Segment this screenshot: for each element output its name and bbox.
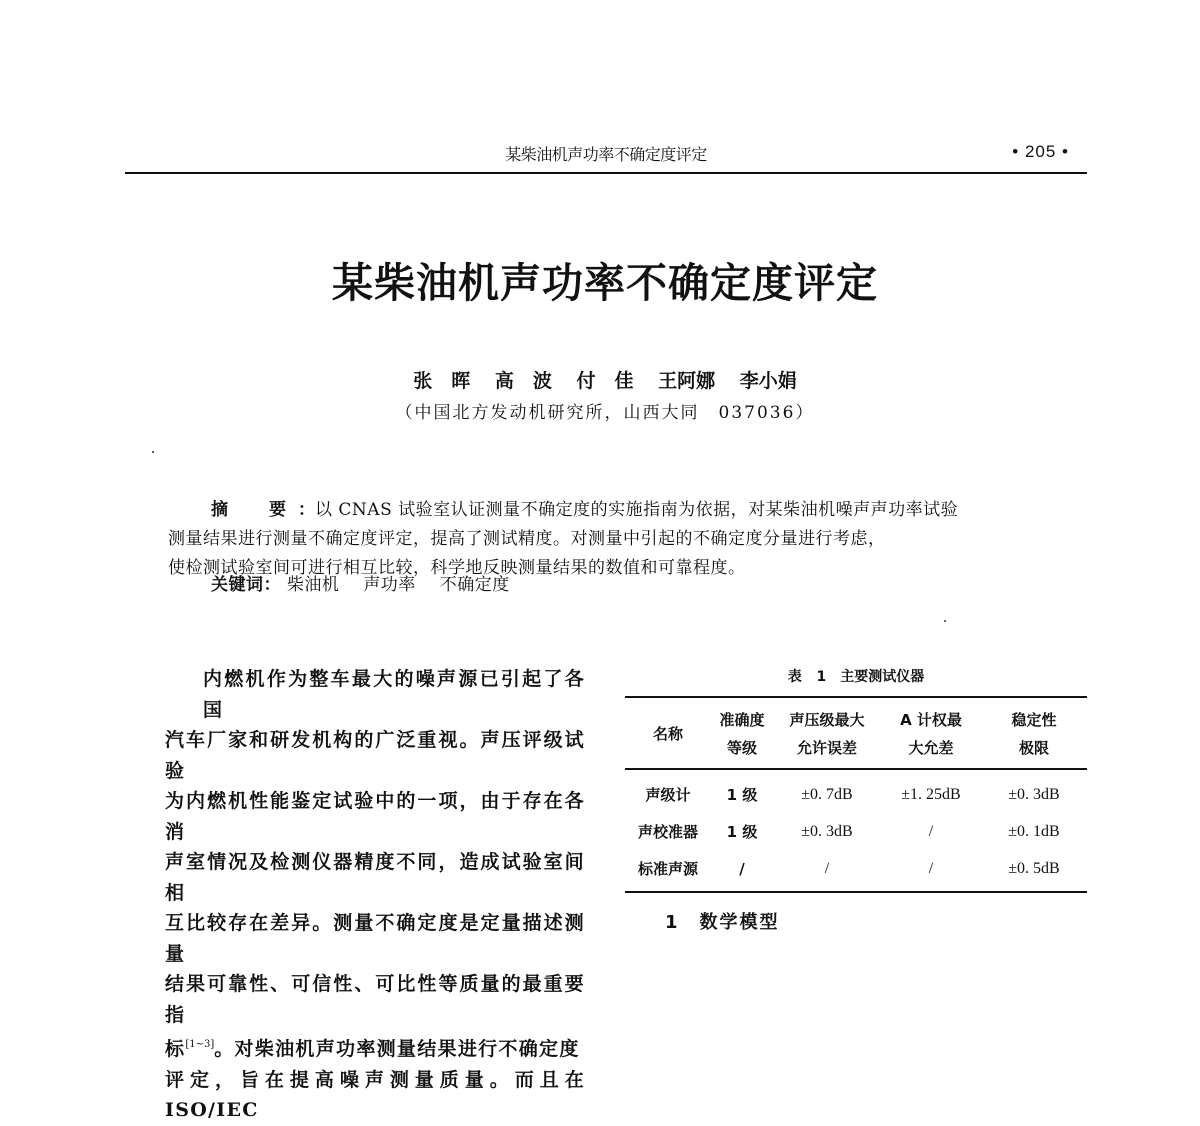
author-list [0,366,1200,393]
table-cell: 标准声源 [637,860,698,878]
table-cell: ±0. 7dB [801,785,853,803]
table-cell: 1 级 [726,823,758,841]
table-cell: 1 级 [726,786,758,804]
header-line: 声压级最大 [789,711,865,729]
table-row [625,813,1087,850]
body-line: 声室情况及检测仪器精度不同，造成试验室间相 [165,851,585,904]
header-line: 稳定性 [1011,711,1057,729]
table-cell: / [928,822,934,840]
section-heading: 1 数学模型 [665,912,780,933]
body-text: 。对柴油机声功率测量结果进行不确定度 [214,1038,580,1060]
body-line: 为内燃机性能鉴定试验中的一项，由于存在各消 [165,790,585,843]
table-cell: ±0. 3dB [801,822,853,840]
abstract-text: 以 CNAS 试验室认证测量不确定度的实施指南为依据，对某柴油机噪声声功率试验 [315,500,959,520]
table-header-cell [711,697,773,769]
page-number: • 205 • [1012,142,1069,161]
body-text: 标 [165,1038,186,1060]
table-header-cell [773,697,881,769]
table-cell: ±0. 3dB [1008,785,1060,803]
table-cell: 声校准器 [637,823,698,841]
affiliation: （中国北方发动机研究所，山西大同 037036） [395,403,815,423]
keyword: 声功率 [363,575,416,595]
keywords-colon: ： [263,575,281,595]
header-line: 允许误差 [796,739,857,757]
body-line: 结果可靠性、可信性、可比性等质量的最重要指 [165,973,585,1026]
body-line: 内燃机作为整车最大的噪声源已引起了各国 [203,668,585,721]
abstract-colon: ： [298,500,315,520]
keyword: 不确定度 [439,575,510,595]
abstract-line: 测量结果进行测量不确定度评定，提高了测试精度。对测量中引起的不确定度分量进行考虑， [168,529,886,549]
keywords [211,570,528,595]
table-header-cell [981,697,1087,769]
table-cell: ±0. 5dB [1008,859,1060,877]
author: 付 佳 [576,370,634,392]
table-header-cell [881,697,981,769]
table-cell: 声级计 [645,786,691,804]
body-line [165,1030,585,1065]
table-cell: ±0. 1dB [1008,822,1060,840]
header-line: 准确度 [719,711,765,729]
scan-speck [944,620,946,622]
author: 王阿娜 [658,370,716,392]
table-cell: / [928,859,934,877]
table-cell: ±1. 25dB [901,785,961,803]
header-line: 大允差 [908,739,954,757]
table-row [625,769,1087,813]
header-line: A 计权最 [900,711,962,729]
body-text-column [165,664,585,1126]
body-line: 评定，旨在提高噪声测量质量。而且在 ISO/IEC [165,1068,585,1121]
scan-speck [152,451,154,453]
abstract-line: 使检测试验室间可进行相互比较，科学地反映测量结果的数值和可靠程度。 [168,558,746,578]
running-header [125,140,1087,174]
table-caption: 表 1 主要测试仪器 [787,669,925,685]
table-header-cell: 名称 [652,725,683,743]
paper-title: 某柴油机声功率不确定度评定 [332,259,878,307]
running-header-title: 某柴油机声功率不确定度评定 [505,145,707,164]
abstract-line [168,496,1098,525]
table-row [625,850,1087,892]
keywords-label: 关键词 [211,575,264,595]
header-line: 等级 [726,739,757,757]
keyword: 柴油机 [286,575,340,595]
header-line: 极限 [1018,739,1049,757]
body-line: 互比较存在差异。测量不确定度是定量描述测量 [165,912,585,965]
table-cell: / [739,859,745,878]
table-cell: / [824,859,830,877]
author: 张 晖 [413,370,471,392]
instruments-table [625,696,1087,893]
citation: [1~3] [185,1039,215,1050]
body-line: 汽车厂家和研发机构的广泛重视。声压评级试验 [165,729,585,782]
author: 高 波 [494,370,552,392]
abstract-label: 摘 要 [211,500,298,520]
author: 李小娟 [739,370,797,392]
table-header-row [625,697,1087,769]
